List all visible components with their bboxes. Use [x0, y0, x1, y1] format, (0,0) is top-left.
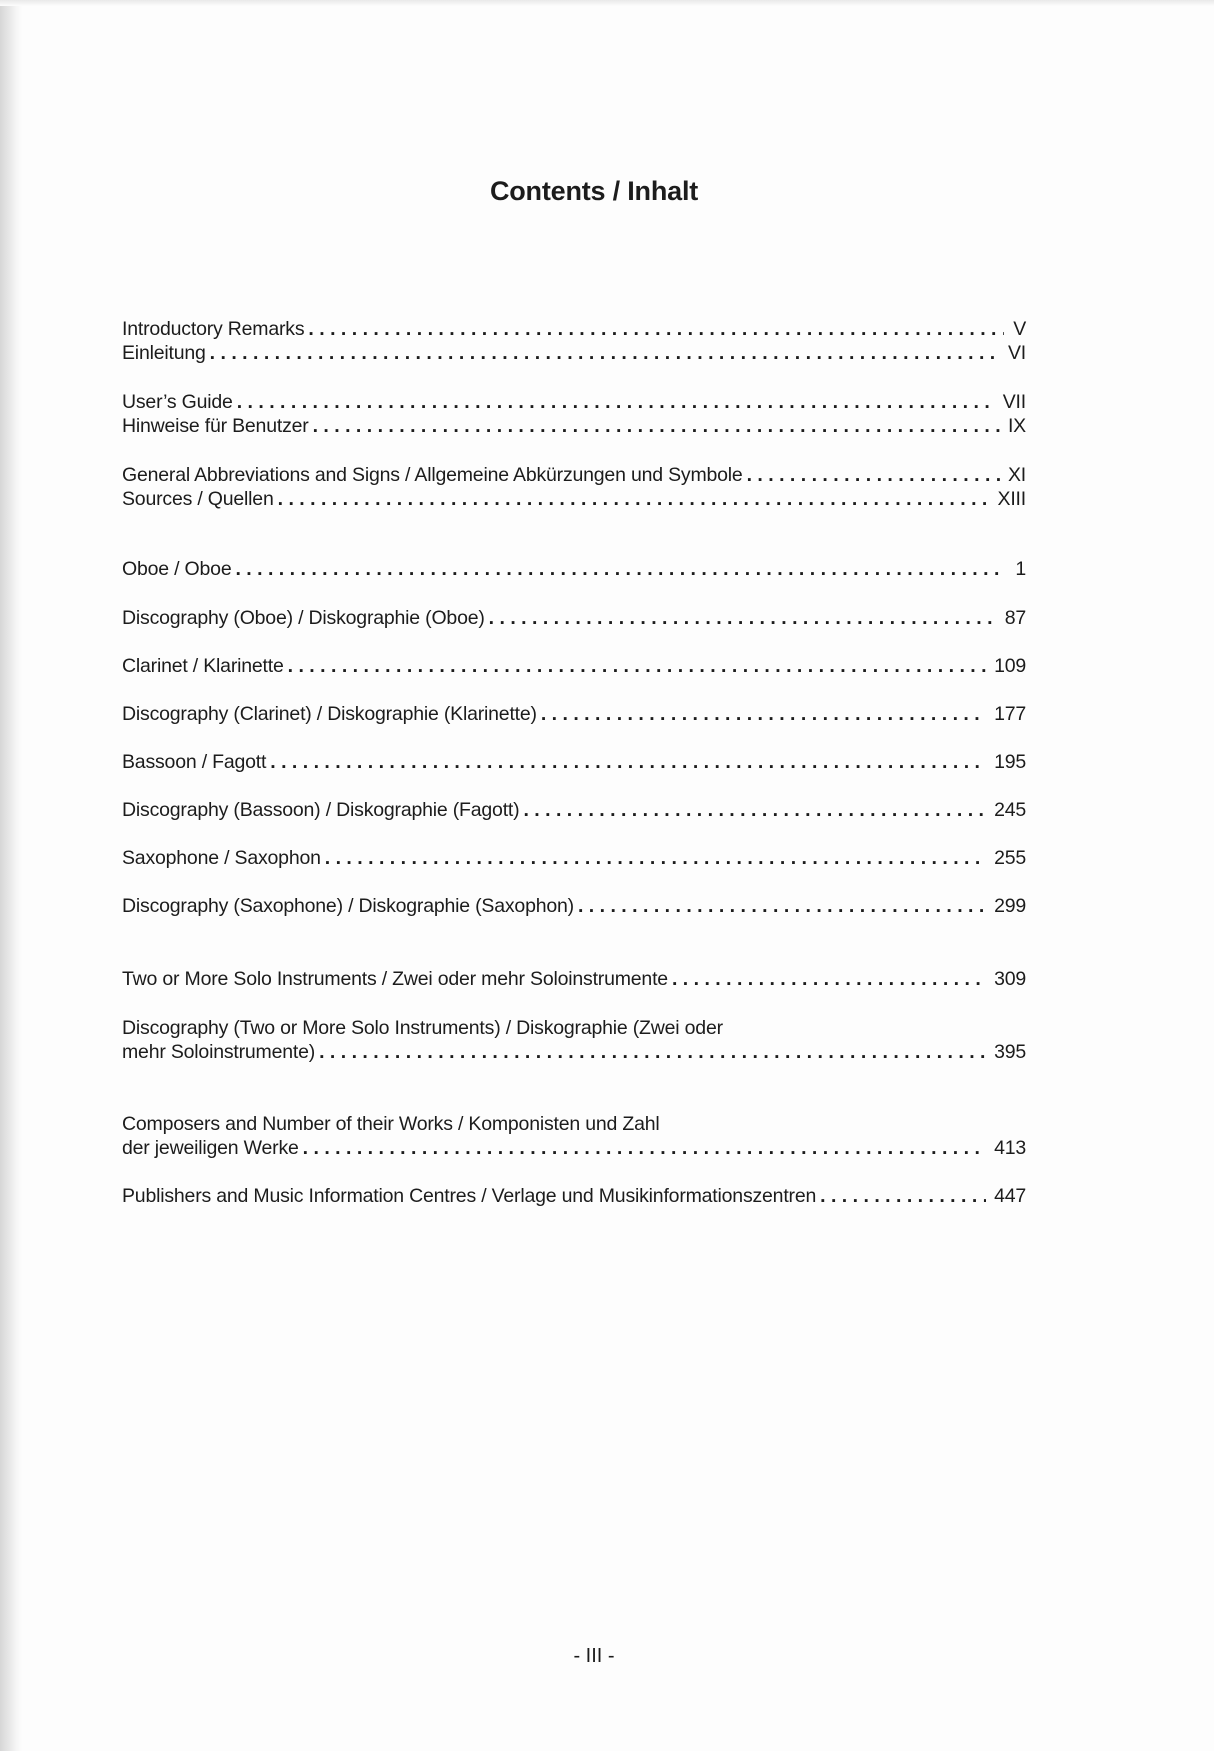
dot-leader: [308, 317, 1004, 341]
toc-entry: [122, 414, 1026, 438]
toc-entry-label: der jeweiligen Werke: [122, 1137, 299, 1159]
toc-entry: [122, 463, 1026, 487]
dot-leader: [325, 846, 986, 870]
dot-leader: [303, 1136, 986, 1160]
toc-entry-page: 177: [994, 703, 1026, 725]
toc-entry-label: Two or More Solo Instruments / Zwei oder mehr Soloinstrumente: [122, 968, 668, 990]
toc-entry-page: 1: [1015, 558, 1026, 580]
toc-entry-label: Discography (Saxophone) / Diskographie (Saxophon): [122, 895, 574, 917]
toc-entry-label-line1: Composers and Number of their Works / Komponisten und Zahl: [122, 1113, 660, 1135]
toc-entry-page: 447: [994, 1185, 1026, 1207]
toc-entry-label: Hinweise für Benutzer: [122, 415, 309, 437]
toc-entry-label: Saxophone / Saxophon: [122, 847, 321, 869]
dot-leader: [578, 894, 986, 918]
dot-leader: [237, 390, 995, 414]
toc-entry-page: 87: [1004, 607, 1026, 629]
toc-entry: [122, 317, 1026, 341]
dot-leader: [288, 654, 986, 678]
toc-entry: [122, 750, 1026, 774]
toc-entry: [122, 1112, 1026, 1160]
dot-leader: [747, 463, 1000, 487]
toc-entry: [122, 390, 1026, 414]
dot-leader: [541, 702, 986, 726]
toc-entry-page: XI: [1007, 464, 1026, 486]
toc-entry-page: IX: [1007, 415, 1026, 437]
toc-entry-page: 395: [994, 1041, 1026, 1063]
toc-entry: [122, 1016, 1026, 1064]
dot-leader: [313, 414, 1000, 438]
toc-entry-label: mehr Soloinstrumente): [122, 1041, 316, 1063]
toc-entry-page: V: [1013, 318, 1026, 340]
toc-entry: [122, 894, 1026, 918]
toc-entry: [122, 1184, 1026, 1208]
dot-leader: [270, 750, 986, 774]
page-top-edge: [0, 0, 1214, 6]
toc-entry-label: User’s Guide: [122, 391, 233, 413]
toc-entry-label: Discography (Clarinet) / Diskographie (Klarinette): [122, 703, 537, 725]
toc-entry-label: Introductory Remarks: [122, 318, 305, 340]
toc-entry-label-line1: Discography (Two or More Solo Instruments) / Diskographie (Zwei oder: [122, 1017, 723, 1039]
dot-leader: [319, 1040, 986, 1064]
toc-entry-label: Publishers and Music Information Centres / Verlage und Musikinformationszentren: [122, 1185, 817, 1207]
toc-entry-label: Discography (Bassoon) / Diskographie (Fagott): [122, 799, 520, 821]
toc-entry: [122, 798, 1026, 822]
toc-entry-label: Einleitung: [122, 342, 206, 364]
page-title: Contents / Inhalt: [489, 176, 699, 206]
toc-entry-page: 195: [994, 751, 1026, 773]
toc-entry: [122, 606, 1026, 630]
toc-entry-page: VI: [1007, 342, 1026, 364]
dot-leader: [820, 1184, 986, 1208]
dot-leader: [235, 557, 1004, 581]
page-edge-shadow: [0, 0, 22, 1751]
dot-leader: [210, 341, 1000, 365]
toc-entry-page: 309: [994, 968, 1026, 990]
dot-leader: [489, 606, 997, 630]
toc-entry-label: Discography (Oboe) / Diskographie (Oboe): [122, 607, 485, 629]
page-number-footer: - III -: [573, 1645, 615, 1667]
toc-entry-page: 109: [994, 655, 1026, 677]
toc-entry-page: VII: [1002, 391, 1026, 413]
dot-leader: [672, 967, 986, 991]
toc-entry-label: Clarinet / Klarinette: [122, 655, 284, 677]
toc-entry-label: Sources / Quellen: [122, 488, 274, 510]
toc-entry: [122, 341, 1026, 365]
toc-entry-page: 299: [994, 895, 1026, 917]
toc-entry-label: General Abbreviations and Signs / Allgemeine Abkürzungen und Symbole: [122, 464, 743, 486]
toc-entry: [122, 702, 1026, 726]
toc-entry: [122, 487, 1026, 511]
dot-leader: [278, 487, 990, 511]
toc-entry: [122, 557, 1026, 581]
toc-entry-page: 413: [994, 1137, 1026, 1159]
toc-entry: [122, 967, 1026, 991]
toc-entry-label: Bassoon / Fagott: [122, 751, 267, 773]
toc-entry-page: 245: [994, 799, 1026, 821]
toc-entry-label: Oboe / Oboe: [122, 558, 232, 580]
dot-leader: [523, 798, 986, 822]
toc-entry-page: XIII: [997, 488, 1026, 510]
toc-entry: [122, 654, 1026, 678]
toc-entry-page: 255: [994, 847, 1026, 869]
toc-entry: [122, 846, 1026, 870]
